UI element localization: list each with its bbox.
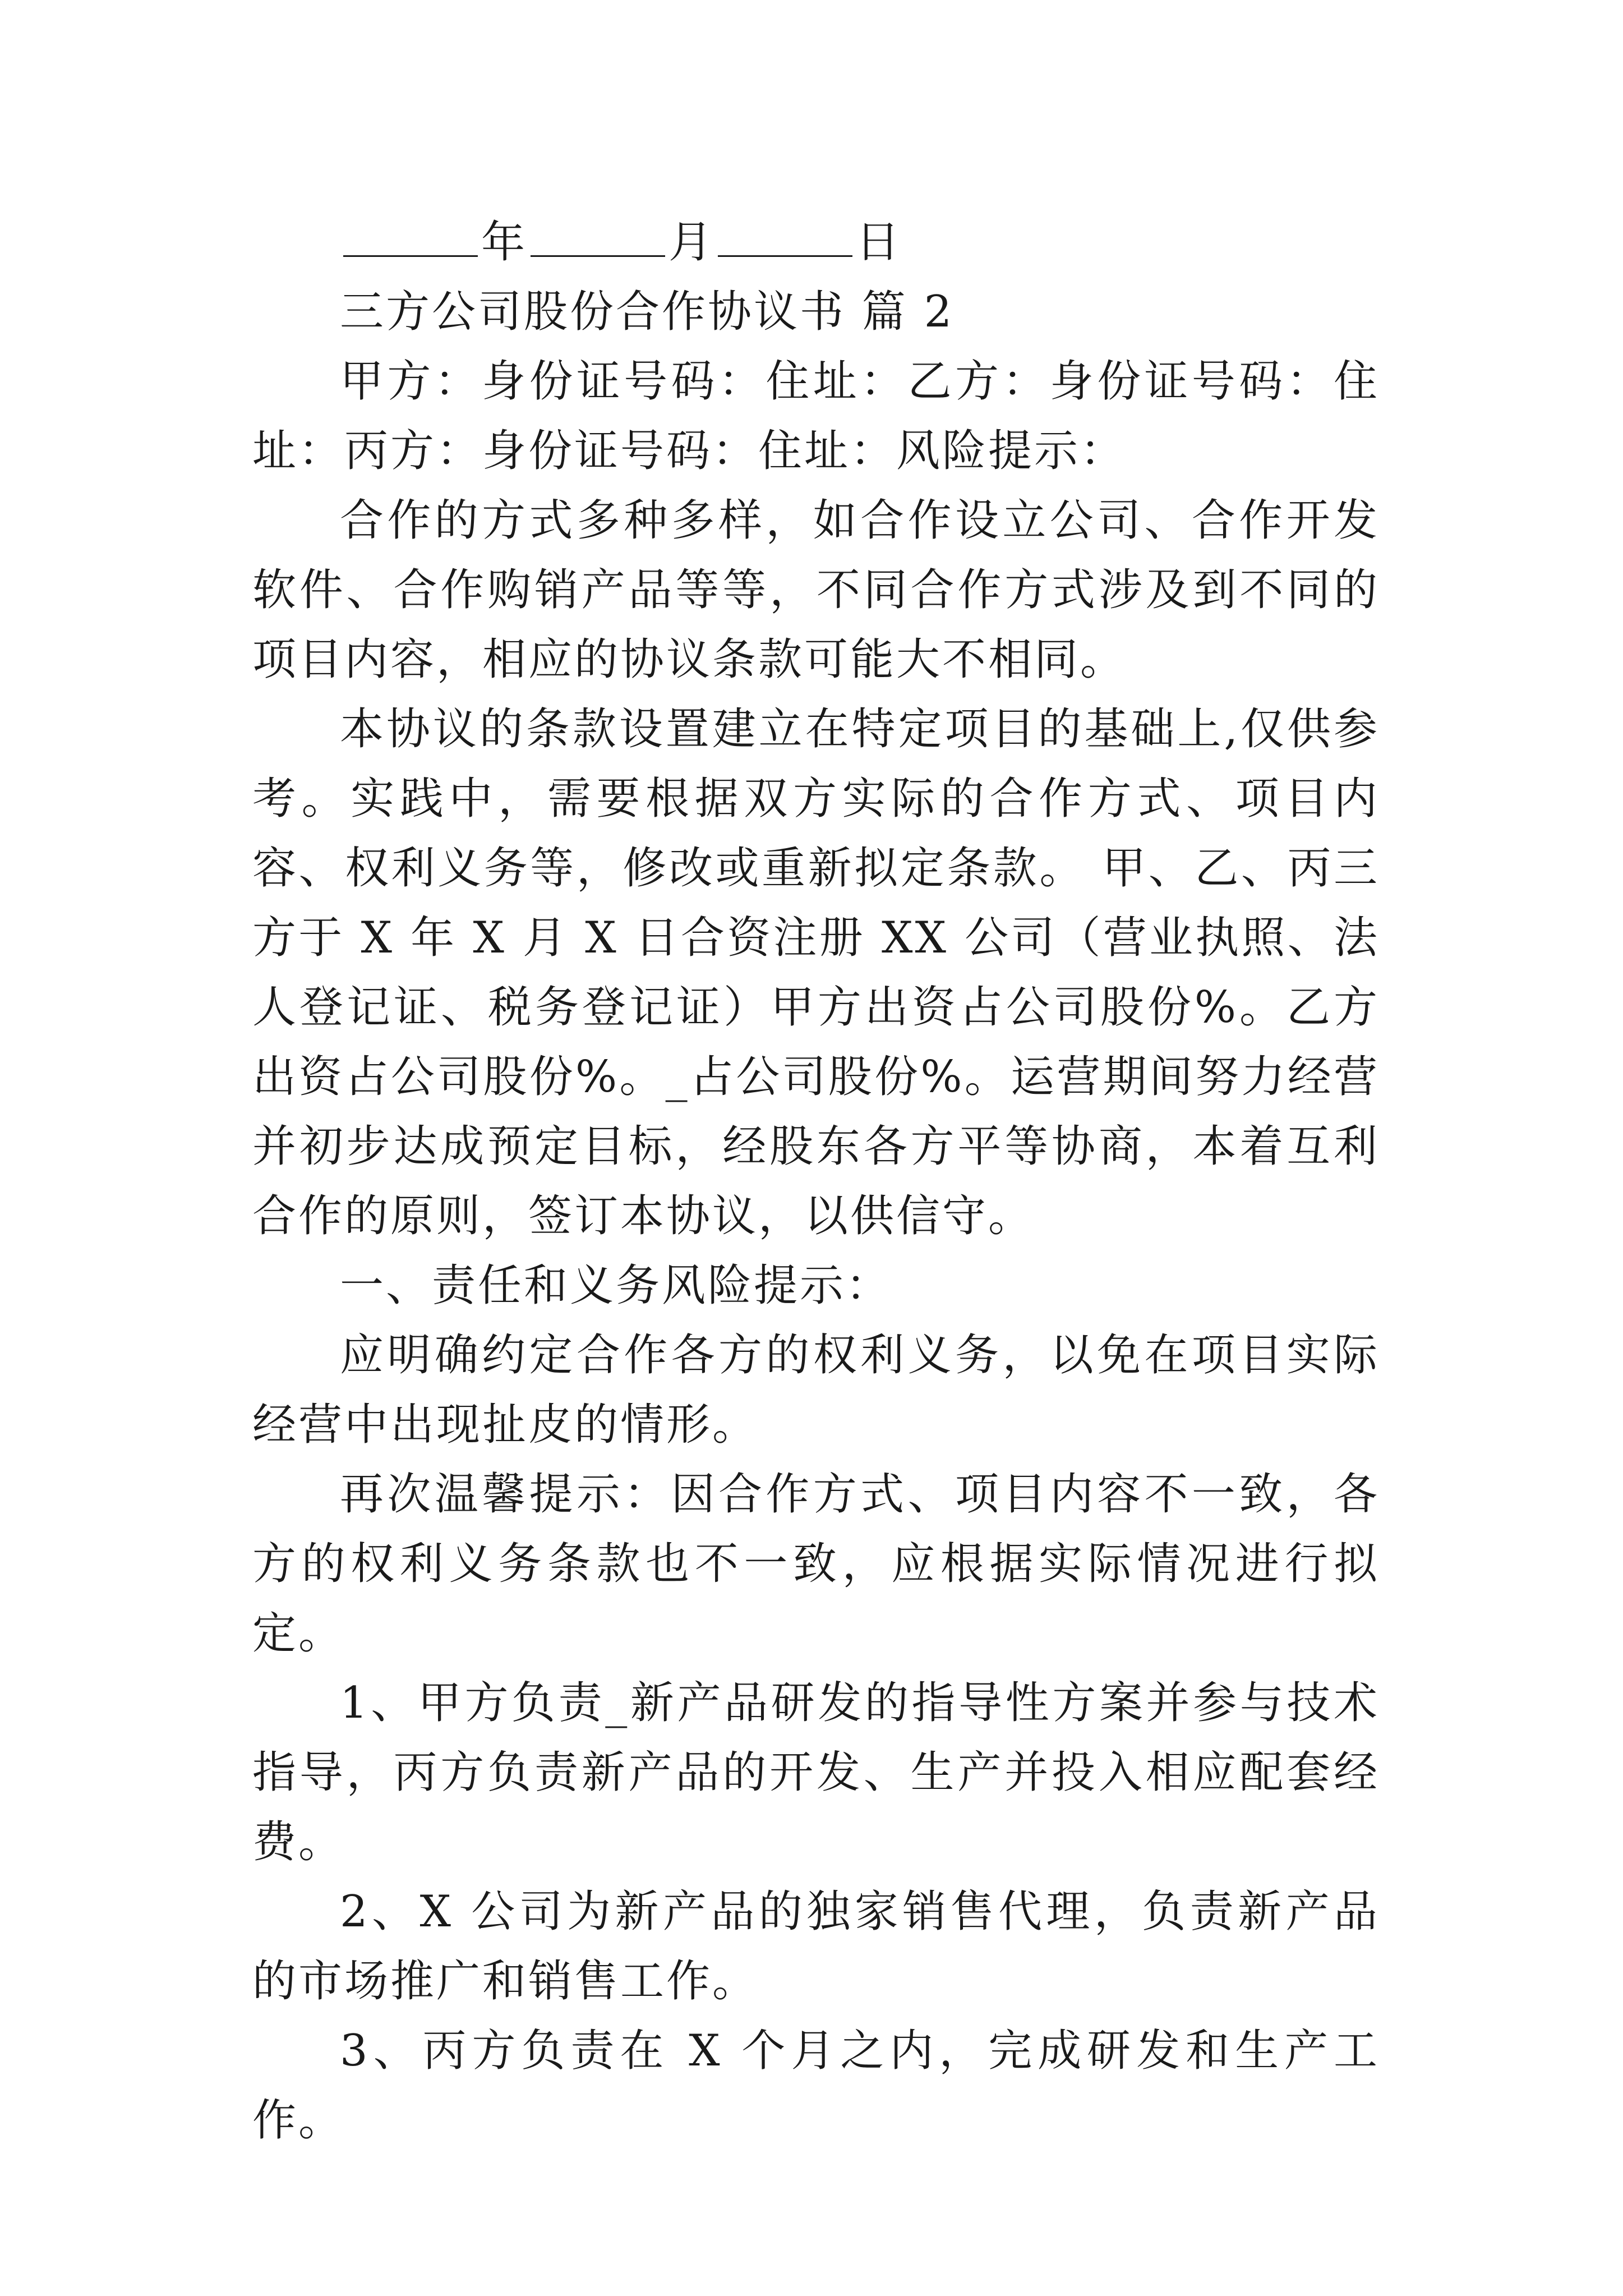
clause-3: 3、丙方负责在 X 个月之内，完成研发和生产工作。: [252, 2026, 1380, 2146]
reminder-paragraph: 再次温馨提示：因合作方式、项目内容不一致，各方的权利义务条款也不一致，应根据实际情况进行拟定。: [252, 1469, 1380, 1659]
clause-2: 2、X 公司为新产品的独家销售代理，负责新产品的市场推广和销售工作。: [252, 1887, 1380, 2007]
agreement-basis-paragraph: 本协议的条款设置建立在特定项目的基础上,仅供参考。实践中，需要根据双方实际的合作方式、项目内容、权利义务等，修改或重新拟定条款。 甲、乙、丙三方于 X 年 X 月 X 日合资注册 XX 公司（营业执照、法人登记证、税务登记证）甲方出资占公司股份%。乙方出资占公司股份%。_占公司股份%。运营期间努力经营并初步达成预定目标，经股东各方平等协商，本着互利合作的原则，签订本协议，以供信守。: [252, 704, 1380, 1241]
parties-paragraph: 甲方：身份证号码：住址：乙方：身份证号码：住址：丙方：身份证号码：住址：风险提示：: [252, 356, 1380, 476]
day-blank: [718, 216, 852, 257]
document-title: 三方公司股份合作协议书 篇 2: [340, 287, 955, 337]
rights-obligations-paragraph: 应明确约定合作各方的权利义务，以免在项目实际经营中出现扯皮的情形。: [252, 1330, 1380, 1450]
date-line: [252, 208, 1380, 277]
year-label: 年: [481, 217, 528, 268]
month-label: 月: [668, 217, 715, 268]
day-label: 日: [856, 217, 902, 268]
document-body: [252, 208, 1380, 2155]
clause-1: 1、甲方负责_新产品研发的指导性方案并参与技术指导，丙方负责新产品的开发、生产并投入相应配套经费。: [252, 1678, 1380, 1867]
year-blank: [343, 216, 478, 257]
month-blank: [531, 216, 665, 257]
cooperation-paragraph: 合作的方式多种多样，如合作设立公司、合作开发软件、合作购销产品等等，不同合作方式涉及到不同的项目内容，相应的协议条款可能大不相同。: [252, 495, 1380, 685]
section-heading-responsibilities: 一、责任和义务风险提示：: [340, 1260, 892, 1311]
